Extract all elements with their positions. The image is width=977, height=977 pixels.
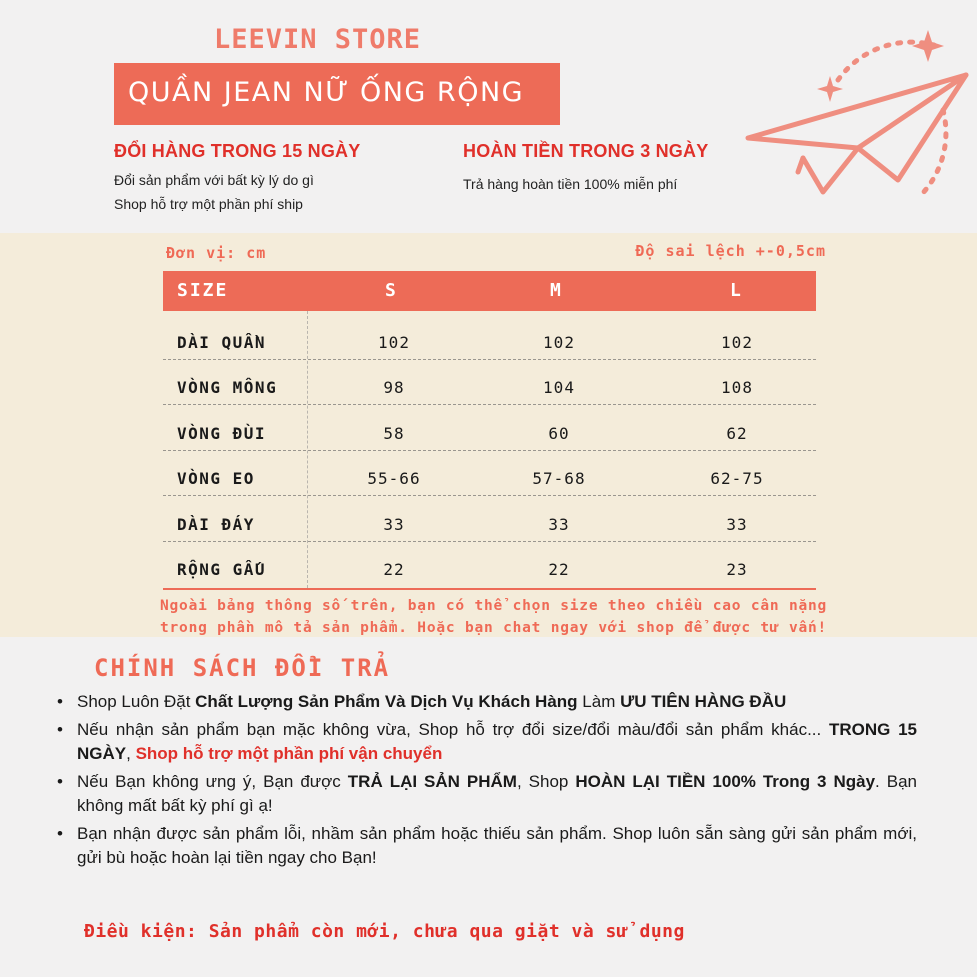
header-l: L bbox=[730, 280, 743, 301]
policy-item bbox=[55, 770, 917, 818]
policy-text: ƯU TIÊN HÀNG ĐẦU bbox=[620, 692, 787, 711]
cell: 23 bbox=[726, 560, 748, 579]
table-row bbox=[163, 406, 816, 451]
feature-exchange-line: Đổi sản phẩm với bất kỳ lý do gì bbox=[114, 172, 314, 188]
cell: 58 bbox=[383, 424, 405, 443]
cell: 22 bbox=[383, 560, 405, 579]
policy-text: Shop hỗ trợ một phần phí vận chuyển bbox=[135, 744, 443, 763]
cell: 102 bbox=[543, 333, 575, 352]
policy-item bbox=[55, 690, 917, 714]
feature-refund-line: Trả hàng hoàn tiền 100% miễn phí bbox=[463, 176, 678, 192]
header-size: SIZE bbox=[177, 280, 229, 301]
table-row bbox=[163, 451, 816, 496]
policy-item bbox=[55, 822, 917, 870]
cell: 33 bbox=[726, 515, 748, 534]
policy-text: Nếu nhận sản phẩm bạn mặc không vừa, Shop hỗ trợ đổi size/đổi màu/đổi sản phẩm khác... bbox=[77, 720, 829, 739]
table-row bbox=[163, 497, 816, 542]
policy-title: CHÍNH SÁCH ĐỔI TRẢ bbox=[94, 654, 391, 682]
policy-condition: Điều kiện: Sản phẩm còn mới, chưa qua giặt và sử dụng bbox=[84, 921, 685, 942]
cell: 108 bbox=[721, 378, 753, 397]
cell: 57-68 bbox=[532, 469, 586, 488]
paper-plane-icon bbox=[738, 20, 977, 210]
policy-list bbox=[55, 690, 917, 874]
feature-exchange-title: ĐỔI HÀNG TRONG 15 NGÀY bbox=[114, 141, 361, 161]
policy-text: HOÀN LẠI TIỀN 100% Trong 3 Ngày bbox=[575, 772, 876, 791]
header-m: M bbox=[550, 280, 563, 301]
table-bottom-border bbox=[163, 588, 816, 590]
table-row bbox=[163, 360, 816, 405]
policy-text: . Bạn không mất bất kỳ phí gì ạ! bbox=[77, 772, 917, 815]
size-table-header bbox=[163, 271, 816, 311]
policy-text: TRONG 15 NGÀY bbox=[77, 720, 917, 763]
size-note-line: Ngoài bảng thông số trên, bạn có thể chọn size theo chiều cao cân nặng bbox=[160, 598, 828, 614]
table-row bbox=[163, 542, 816, 587]
policy-text: Chất Lượng Sản Phẩm Và Dịch Vụ Khách Hàng bbox=[195, 692, 578, 711]
cell: 102 bbox=[721, 333, 753, 352]
cell: 62 bbox=[726, 424, 748, 443]
unit-label: Đơn vị: cm bbox=[166, 244, 267, 262]
store-name: LEEVIN STORE bbox=[214, 24, 422, 55]
row-label: VÒNG MÔNG bbox=[177, 378, 278, 397]
feature-exchange-line: Shop hỗ trợ một phần phí ship bbox=[114, 196, 303, 212]
policy-text: , Shop bbox=[516, 772, 576, 791]
cell: 33 bbox=[548, 515, 570, 534]
row-label: VÒNG EO bbox=[177, 469, 255, 488]
product-title: QUẦN JEAN NỮ ỐNG RỘNG bbox=[128, 77, 525, 108]
cell: 62-75 bbox=[710, 469, 764, 488]
policy-text: Nếu Bạn không ưng ý, Bạn được bbox=[77, 772, 348, 791]
cell: 98 bbox=[383, 378, 405, 397]
policy-text: Shop Luôn Đặt bbox=[77, 692, 196, 711]
policy-item bbox=[55, 718, 917, 766]
product-banner bbox=[114, 63, 560, 125]
header-s: S bbox=[385, 280, 398, 301]
sparkle-icon bbox=[912, 30, 944, 62]
row-label: DÀI ĐÁY bbox=[177, 515, 255, 534]
row-label: VÒNG ĐÙI bbox=[177, 424, 267, 443]
size-note-line: trong phần mô tả sản phẩm. Hoặc bạn chat ngay với shop để được tư vấn! bbox=[160, 620, 828, 636]
cell: 102 bbox=[378, 333, 410, 352]
row-label: RỘNG GẤU bbox=[177, 560, 267, 579]
cell: 104 bbox=[543, 378, 575, 397]
cell: 22 bbox=[548, 560, 570, 579]
policy-text: , bbox=[126, 744, 136, 763]
cell: 55-66 bbox=[367, 469, 421, 488]
cell: 60 bbox=[548, 424, 570, 443]
table-row bbox=[163, 315, 816, 360]
policy-text: Bạn nhận được sản phẩm lỗi, nhầm sản phẩm hoặc thiếu sản phẩm. Shop luôn sẵn sàng gửi sản phẩm mới, gửi bù hoặc hoàn lại tiền ngay cho Bạn! bbox=[77, 824, 917, 867]
feature-refund-title: HOÀN TIỀN TRONG 3 NGÀY bbox=[463, 141, 709, 161]
row-label: DÀI QUẦN bbox=[177, 333, 267, 352]
cell: 33 bbox=[383, 515, 405, 534]
policy-text: Làm bbox=[577, 692, 621, 711]
policy-text: TRẢ LẠI SẢN PHẨM bbox=[347, 772, 517, 791]
tolerance-label: Độ sai lệch +-0,5cm bbox=[635, 242, 826, 260]
